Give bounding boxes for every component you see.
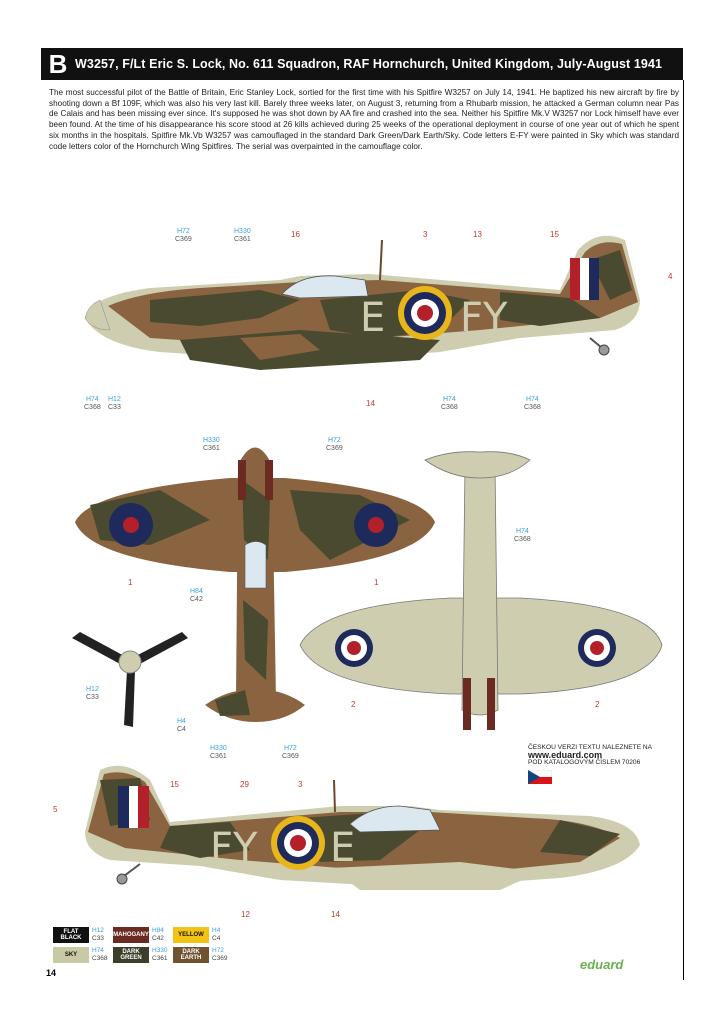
paint-callout bbox=[84, 396, 101, 411]
paint-callout bbox=[441, 396, 458, 411]
callout-humbrol: H72 bbox=[176, 228, 190, 235]
callout-humbrol: H74 bbox=[515, 528, 529, 535]
marking-number: 16 bbox=[291, 230, 300, 239]
profile-title: W3257, F/Lt Eric S. Lock, No. 611 Squadron, RAF Hornchurch, United Kingdom, July-August 1941 bbox=[75, 57, 663, 71]
marking-number: 15 bbox=[170, 780, 179, 789]
legend-humbrol: H4 bbox=[212, 927, 221, 934]
legend-humbrol: H84 bbox=[152, 927, 164, 934]
callout-gunze: C361 bbox=[203, 444, 220, 452]
legend-code bbox=[92, 927, 104, 942]
paint-callout bbox=[282, 745, 299, 760]
marking-number: 29 bbox=[240, 780, 249, 789]
page-number: 14 bbox=[46, 968, 57, 978]
legend-humbrol: H72 bbox=[212, 947, 224, 954]
marking-number: 1 bbox=[128, 578, 133, 587]
czech-note bbox=[528, 744, 678, 783]
legend-gunze: C369 bbox=[212, 954, 228, 962]
callout-gunze: C368 bbox=[441, 403, 458, 411]
marking-number: 1 bbox=[374, 578, 379, 587]
paint-callout bbox=[108, 396, 121, 411]
callout-gunze: C368 bbox=[84, 403, 101, 411]
marking-number: 14 bbox=[366, 399, 375, 408]
legend-humbrol: H12 bbox=[92, 927, 104, 934]
legend-humbrol: H74 bbox=[92, 947, 104, 954]
marking-number: 3 bbox=[423, 230, 428, 239]
paint-callout bbox=[190, 588, 203, 603]
legend-yellow: YELLOW bbox=[173, 927, 209, 943]
legend-code bbox=[152, 927, 164, 942]
callout-gunze: C33 bbox=[108, 403, 121, 411]
legend-dark-earth: DARK EARTH bbox=[173, 947, 209, 963]
paint-callout bbox=[524, 396, 541, 411]
legend-code bbox=[92, 947, 108, 962]
callout-humbrol: H74 bbox=[85, 396, 99, 403]
history-text: The most successful pilot of the Battle of Britain, Eric Stanley Lock, sortied for the first time with his Spitfire W3257 on July 14, 1941. He baptized his new aircraft by fire by shooting down a Bf 109F, which was also his very last kill. Barely three weeks later, on August 3, returning from a Rhubarb mission, he attacked a German column near Pas de Calais and has been missing ever since. It's supposed he was shot down by AA fire and crashed into the sea. Neither his Spitfire Mk.V W3257 nor Lock himself have ever been found. At the time of his disappearance his score stood at 26 kills achieved during 25 weeks of the operational deployment in course of one year out of which he spent six months in the hospitals. Spitfire Mk.Vb W3257 was camouflaged in the standard Dark Green/Dark Earth/Sky. Code letters E-FY were painted in Sky which was standard code letters color of the Hornchurch Wing Spitfires. The serial was overpainted in the camouflage color. bbox=[49, 88, 679, 151]
legend-code bbox=[212, 927, 220, 942]
callout-gunze: C368 bbox=[524, 403, 541, 411]
callout-gunze: C33 bbox=[86, 693, 99, 701]
legend-gunze: C33 bbox=[92, 934, 104, 942]
legend-sky: SKY bbox=[53, 947, 89, 963]
marking-number: 2 bbox=[595, 700, 600, 709]
callout-humbrol: H12 bbox=[86, 686, 99, 693]
legend-gunze: C361 bbox=[152, 954, 168, 962]
paint-callout bbox=[514, 528, 531, 543]
marking-number: 12 bbox=[241, 910, 250, 919]
legend-code bbox=[212, 947, 228, 962]
callout-gunze: C361 bbox=[234, 235, 251, 243]
callout-humbrol: H330 bbox=[234, 228, 251, 235]
paint-callout bbox=[177, 718, 186, 733]
legend-gunze: C368 bbox=[92, 954, 108, 962]
callout-gunze: C4 bbox=[177, 725, 186, 733]
right-code-e: E bbox=[330, 825, 356, 871]
profile-letter: B bbox=[48, 48, 68, 79]
paint-callout bbox=[175, 228, 192, 243]
paint-callout bbox=[203, 437, 220, 452]
callout-gunze: C369 bbox=[175, 235, 192, 243]
marking-number: 13 bbox=[473, 230, 482, 239]
legend-code bbox=[152, 947, 168, 962]
eduard-logo: eduard bbox=[580, 957, 624, 972]
right-code-fy: FY bbox=[210, 825, 258, 871]
callout-humbrol: H84 bbox=[190, 588, 203, 595]
marking-number: 15 bbox=[550, 230, 559, 239]
callout-humbrol: H74 bbox=[525, 396, 539, 403]
marking-number: 14 bbox=[331, 910, 340, 919]
callout-humbrol: H72 bbox=[283, 745, 297, 752]
legend-gunze: C4 bbox=[212, 934, 221, 942]
left-code-fy: FY bbox=[460, 295, 508, 341]
paint-callout bbox=[86, 686, 99, 701]
callout-humbrol: H330 bbox=[203, 437, 220, 444]
callout-humbrol: H4 bbox=[177, 718, 186, 725]
marking-number: 4 bbox=[668, 272, 673, 281]
legend-humbrol: H330 bbox=[152, 947, 168, 954]
left-code-e: E bbox=[360, 295, 386, 341]
czech-flag-icon bbox=[528, 770, 552, 784]
legend-flat-black: FLAT BLACK bbox=[53, 927, 89, 943]
callout-humbrol: H12 bbox=[108, 396, 121, 403]
eduard-link[interactable]: www.eduard.com bbox=[528, 749, 603, 760]
legend-mahogany: MAHOGANY bbox=[113, 927, 149, 943]
paint-callout bbox=[234, 228, 251, 243]
legend-gunze: C42 bbox=[152, 934, 164, 942]
callout-humbrol: H74 bbox=[442, 396, 456, 403]
callout-gunze: C361 bbox=[210, 752, 227, 760]
callout-humbrol: H72 bbox=[327, 437, 341, 444]
callout-gunze: C368 bbox=[514, 535, 531, 543]
czech-line-2: POD KATALOGOVÝM ČÍSLEM 70206 bbox=[528, 759, 641, 766]
callout-gunze: C369 bbox=[326, 444, 343, 452]
callout-gunze: C369 bbox=[282, 752, 299, 760]
marking-number: 2 bbox=[351, 700, 356, 709]
marking-number: 5 bbox=[53, 805, 58, 814]
callout-gunze: C42 bbox=[190, 595, 203, 603]
paint-callout bbox=[210, 745, 227, 760]
marking-number: 3 bbox=[298, 780, 303, 789]
czech-line-1: ČESKOU VERZI TEXTU NALEZNETE NA bbox=[528, 744, 653, 751]
callout-humbrol: H330 bbox=[210, 745, 227, 752]
paint-callout bbox=[326, 437, 343, 452]
legend-dark-green: DARK GREEN bbox=[113, 947, 149, 963]
